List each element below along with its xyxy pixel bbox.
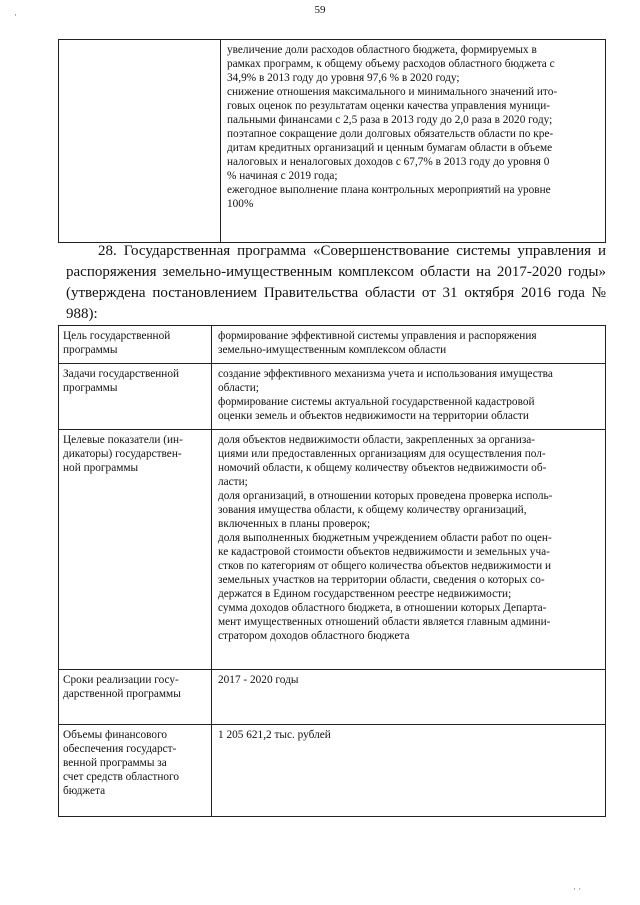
value-line: формирование эффективной системы управления и распоряжения xyxy=(218,330,537,342)
label-line: Объемы финансового xyxy=(63,729,168,741)
value-line: доля организаций, в отношении которых проведена проверка исполь- xyxy=(218,490,553,502)
text-line: увеличение доли расходов областного бюджета, формируемых в xyxy=(227,44,537,56)
label-line: Задачи государственной xyxy=(63,368,180,380)
row-value-indicators xyxy=(212,430,606,670)
row-label-tasks xyxy=(59,364,212,430)
table-row xyxy=(59,670,606,725)
table-row xyxy=(59,725,606,817)
row-value-tasks xyxy=(212,364,606,430)
scan-mark: · · xyxy=(573,884,582,894)
row-value-period xyxy=(212,670,606,725)
text-line: рамках программ, к общему объему расходов областного бюджета с xyxy=(227,58,555,70)
row-value-funding xyxy=(212,725,606,817)
label-line: ной программы xyxy=(63,462,139,474)
row-label-indicators xyxy=(59,430,212,670)
value-line: ке кадастровой стоимости объектов недвижимости и земельных уча- xyxy=(218,546,550,558)
value-line: держатся в Едином государственном реестре недвижимости; xyxy=(218,588,512,600)
scan-mark: · xyxy=(14,10,17,20)
row-value-goal xyxy=(212,326,606,364)
continued-table-label-cell xyxy=(59,40,221,243)
continued-table-value-cell xyxy=(221,40,606,243)
value-line: оценки земель и объектов недвижимости на территории области xyxy=(218,410,529,422)
row-label-funding xyxy=(59,725,212,817)
value-line: стратором доходов областного бюджета xyxy=(218,630,410,642)
value-line: 2017 - 2020 годы xyxy=(218,674,299,686)
text-line: % начиная с 2019 года; xyxy=(227,170,338,182)
program-passport-table xyxy=(58,325,606,817)
label-line: дикаторы) государствен- xyxy=(63,448,182,460)
label-line: обеспечения государст- xyxy=(63,743,177,755)
label-line: счет средств областного xyxy=(63,771,180,783)
label-line: венной программы за xyxy=(63,757,167,769)
value-line: 1 205 621,2 тыс. рублей xyxy=(218,729,331,741)
text-line: 100% xyxy=(227,198,254,210)
label-line: бюджета xyxy=(63,785,106,797)
row-label-goal xyxy=(59,326,212,364)
section-heading-text: 28. Государственная программа «Совершенствование системы управления и распоряжения земельно-имущественным комплексом области на 2017-2020 годы» (утверждена постановлением Правительства области от 31 октября 2016 года № 988): xyxy=(66,243,606,322)
value-line: циями или предоставленных организациям для осуществления пол- xyxy=(218,448,546,460)
value-line: земельно-имущественным комплексом области xyxy=(218,344,447,356)
text-line: говых оценок по результатам оценки качества управления муници- xyxy=(227,100,551,112)
text-line: снижение отношения максимального и минимального значений ито- xyxy=(227,86,558,98)
label-line: дарственной программы xyxy=(63,688,181,700)
text-line: налоговых и неналоговых доходов с 67,7% в 2013 году до уровня 0 xyxy=(227,156,550,168)
value-line: доля объектов недвижимости области, закрепленных за организа- xyxy=(218,434,536,446)
value-line: области; xyxy=(218,382,259,394)
text-line: 34,9% в 2013 году до уровня 97,6 % в 2020 году; xyxy=(227,72,460,84)
table-row xyxy=(59,430,606,670)
text-line: пальными финансами с 2,5 раза в 2013 году до 2,0 раза в 2020 году; xyxy=(227,114,553,126)
table-row xyxy=(59,326,606,364)
value-line: зования имущества области, к общему количеству организаций, xyxy=(218,504,527,516)
text-line: дитам кредитных организаций и ценным бумагам области в объеме xyxy=(227,142,553,154)
text-line: ежегодное выполнение плана контрольных мероприятий на уровне xyxy=(227,184,551,196)
label-line: программы xyxy=(63,344,118,356)
continued-table xyxy=(58,39,606,243)
value-line: стков по категориям от общего количества объектов недвижимости и xyxy=(218,560,552,572)
page-number: 59 xyxy=(314,4,326,16)
value-line: сумма доходов областного бюджета, в отношении которых Департа- xyxy=(218,602,547,614)
value-line: мент имущественных отношений области является главным админи- xyxy=(218,616,551,628)
text-line: поэтапное сокращение доли долговых обязательств области по кре- xyxy=(227,128,554,140)
value-line: номочий области, к общему количеству объектов недвижимости об- xyxy=(218,462,547,474)
value-line: создание эффективного механизма учета и использования имущества xyxy=(218,368,553,380)
value-line: доля выполненных бюджетным учреждением области работ по оцен- xyxy=(218,532,552,544)
value-line: формирование системы актуальной государственной кадастровой xyxy=(218,396,535,408)
label-line: Цель государственной xyxy=(63,330,171,342)
label-line: Целевые показатели (ин- xyxy=(63,434,183,446)
row-label-period xyxy=(59,670,212,725)
value-line: ласти; xyxy=(218,476,248,488)
section-heading xyxy=(66,241,606,325)
value-line: земельных участков на территории области, сведения о которых со- xyxy=(218,574,545,586)
label-line: программы xyxy=(63,382,118,394)
value-line: включенных в планы проверок; xyxy=(218,518,371,530)
label-line: Сроки реализации госу- xyxy=(63,674,179,686)
table-row xyxy=(59,364,606,430)
